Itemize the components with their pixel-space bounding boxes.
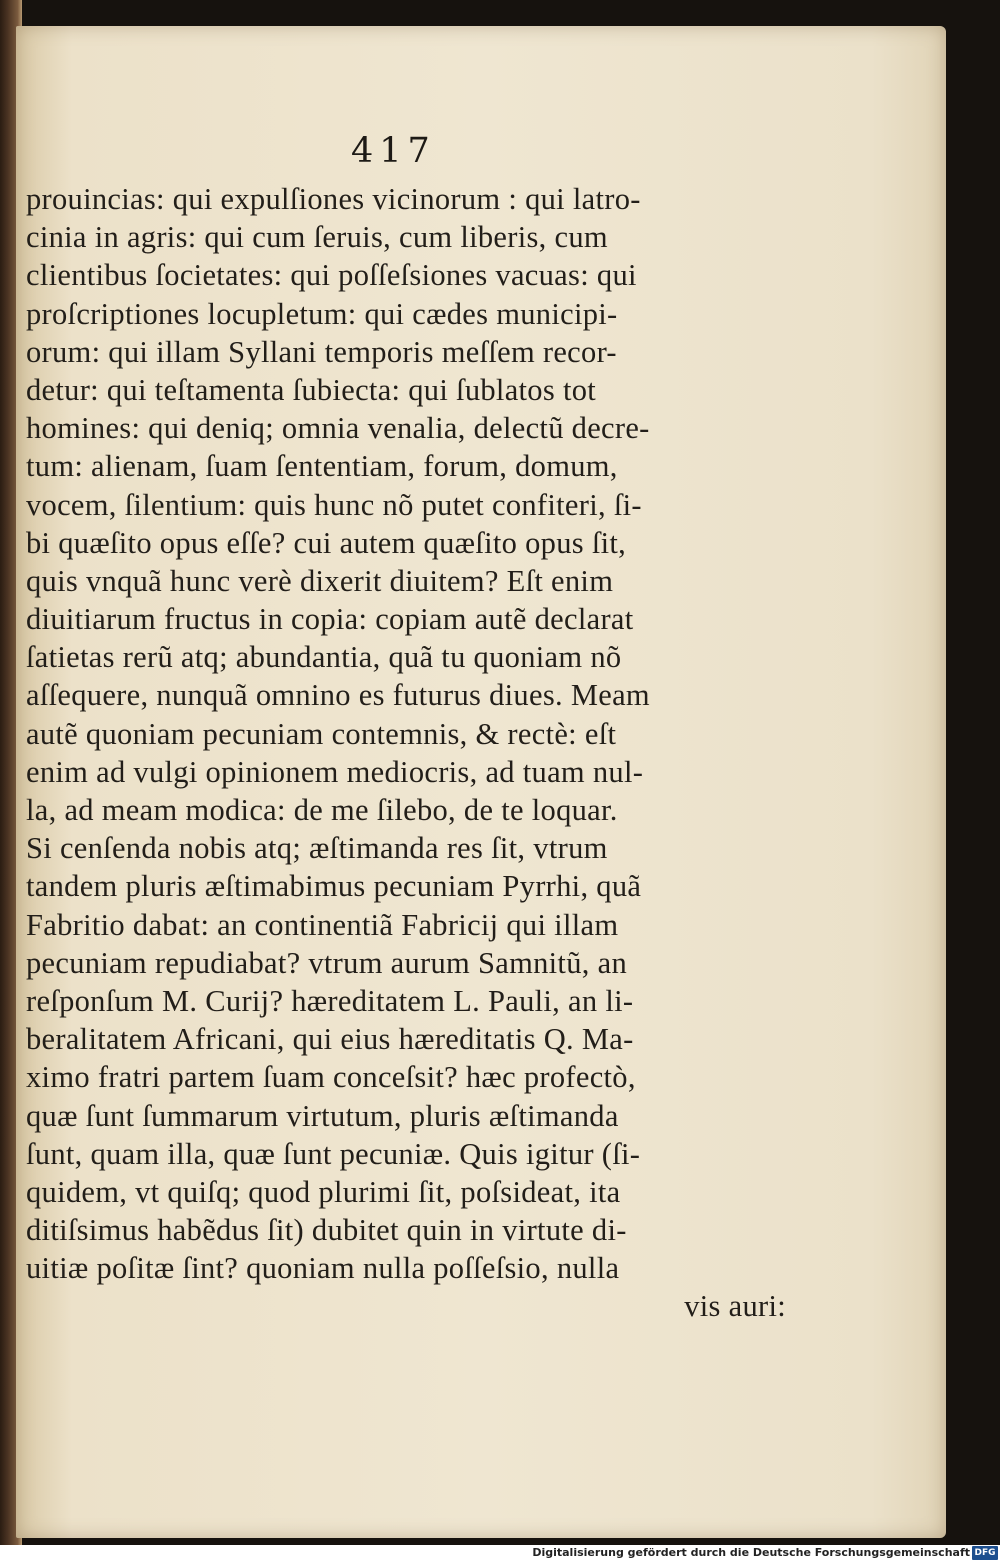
text-line: tum: alienam, ſuam ſententiam, forum, domum,: [26, 449, 618, 484]
text-block: [26, 180, 786, 1326]
text-line: ſunt, quam illa, quæ ſunt pecuniæ. Quis igitur (ſi-: [26, 1136, 641, 1171]
text-line: enim ad vulgi opinionem mediocris, ad tuam nul-: [26, 754, 644, 789]
text-line: ſatietas rerũ atq; abundantia, quã tu quoniam nõ: [26, 640, 622, 675]
text-line: detur: qui teſtamenta ſubiecta: qui ſublatos tot: [26, 372, 597, 407]
text-line: tandem pluris æſtimabimus pecuniam Pyrrhi, quã: [26, 869, 642, 904]
text-line: orum: qui illam Syllani temporis meſſem recor-: [26, 334, 617, 369]
text-line: quidem, vt quiſq; quod plurimi ſit, poſsideat, ita: [26, 1174, 621, 1209]
text-line: uitiæ poſitæ ſint? quoniam nulla poſſeſsio, nulla: [26, 1251, 620, 1286]
text-line: ximo fratri partem ſuam conceſsit? hæc profectò,: [26, 1060, 636, 1095]
page-number: 417: [351, 131, 436, 171]
text-line: la, ad meam modica: de me ſilebo, de te loquar.: [26, 793, 618, 827]
text-line: vocem, ſilentium: quis hunc nõ putet confiteri, ſi-: [26, 487, 642, 522]
footer-bar: [0, 1545, 1000, 1562]
text-line: beralitatem Africani, qui eius hæreditatis Q. Ma-: [26, 1022, 634, 1057]
text-line: clientibus ſocietates: qui poſſeſsiones vacuas: qui: [26, 258, 637, 293]
text-line: quis vnquã hunc verè dixerit diuitem? Eſt enim: [26, 563, 614, 598]
text-line: Si cenſenda nobis atq; æſtimanda res ſit, vtrum: [26, 831, 608, 866]
text-line: aſſequere, nunquã omnino es futurus diues. Meam: [26, 678, 650, 713]
text-line: cinia in agris: qui cum ſeruis, cum liberis, cum: [26, 220, 608, 255]
text-line: proſcriptiones locupletum: qui cædes municipi-: [26, 296, 618, 331]
text-line: autẽ quoniam pecuniam contemnis, & rectè: eſt: [26, 716, 617, 751]
text-line: reſponſum M. Curij? hæreditatem L. Pauli, an li-: [26, 983, 634, 1018]
text-line: pecuniam repudiabat? vtrum aurum Samnitũ, an: [26, 945, 627, 980]
text-line: diuitiarum fructus in copia: copiam autẽ declarat: [26, 602, 634, 637]
catchword: vis auri:: [684, 1289, 786, 1324]
text-line: Fabritio dabat: an continentiã Fabricij qui illam: [26, 907, 619, 942]
book-page: [16, 26, 946, 1538]
text-line: bi quæſito opus eſſe? cui autem quæſito opus ſit,: [26, 525, 627, 560]
text-line: prouincias: qui expulſiones vicinorum : qui latro-: [26, 182, 641, 216]
text-line: quæ ſunt ſummarum virtutum, pluris æſtimanda: [26, 1098, 619, 1133]
footer-credit: Digitalisierung gefördert durch die Deutsche Forschungsgemeinschaft: [532, 1546, 970, 1559]
dfg-logo-icon: DFG: [972, 1546, 998, 1560]
text-line: ditiſsimus habẽdus ſit) dubitet quin in virtute di-: [26, 1213, 627, 1248]
text-line: homines: qui deniq; omnia venalia, delectũ decre-: [26, 411, 650, 446]
